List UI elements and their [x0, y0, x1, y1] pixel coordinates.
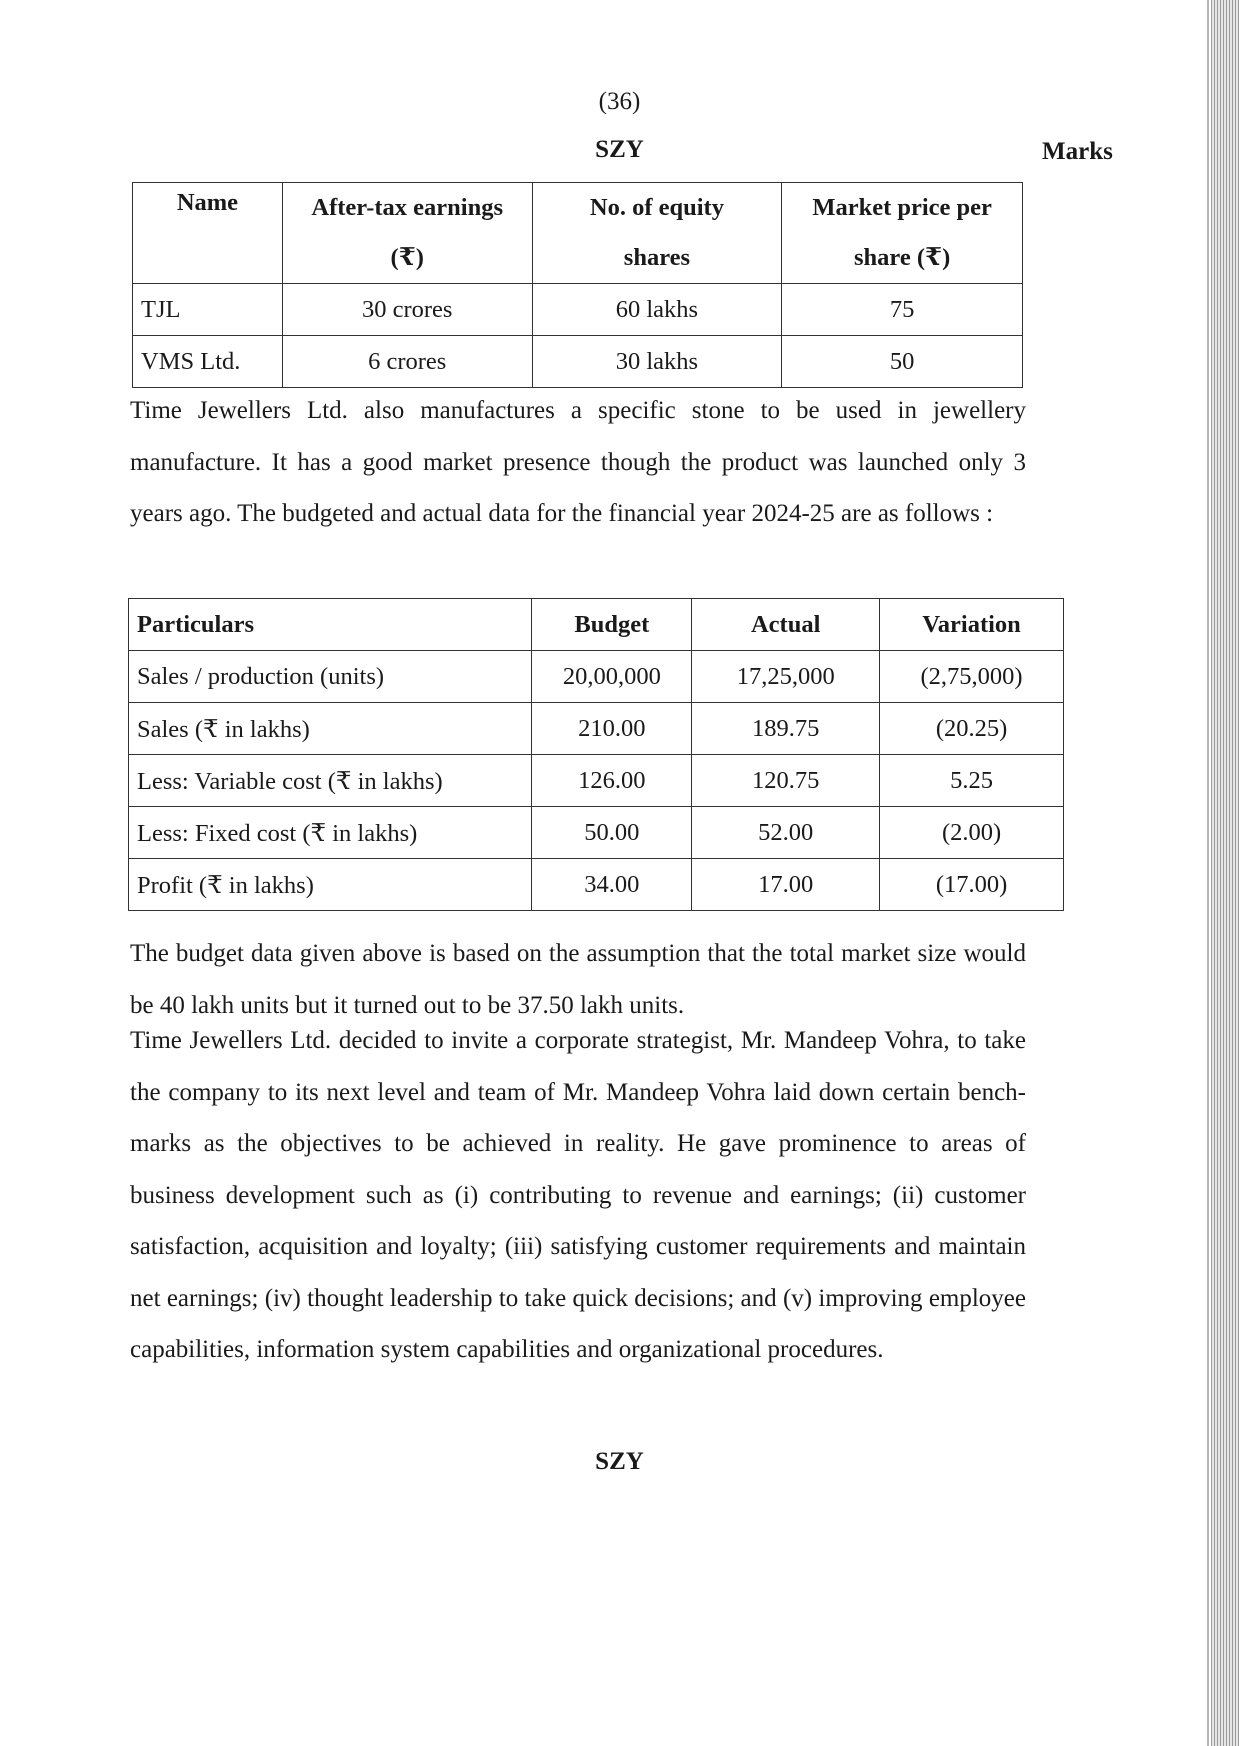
cell-budget: 20,00,000 [532, 651, 692, 703]
table-row [129, 755, 1064, 807]
header-budget: Budget [532, 599, 692, 651]
header-particulars: Particulars [129, 599, 532, 651]
cell-variation: (2,75,000) [880, 651, 1064, 703]
table-row [129, 651, 1064, 703]
cell-budget: 210.00 [532, 703, 692, 755]
cell-variation: (20.25) [880, 703, 1064, 755]
table-row [133, 284, 1023, 336]
cell-name: TJL [133, 284, 283, 336]
cell-price: 75 [782, 284, 1023, 336]
table-row [129, 703, 1064, 755]
cell-name: VMS Ltd. [133, 336, 283, 388]
marks-label: Marks [1042, 138, 1113, 165]
header-market-price: Market price per share (₹) [782, 183, 1023, 284]
paragraph-strategist: Time Jewellers Ltd. decided to invite a corporate strategist, Mr. Mandeep Vohra, to take the company to its next level and team of Mr. Mandeep Vohra laid down certain bench-marks as the objectives to be achieved in reality. He gave prominence to areas of business development such as (i) contributing to revenue and earnings; (ii) customer satisfaction, acquisition and loyalty; (iii) satisfying customer requirements and maintain net earnings; (iv) thought leadership to take quick decisions; and (v) improving employee capabilities, information system capabilities and organizational procedures. [130, 1027, 1026, 1363]
cell-price: 50 [782, 336, 1023, 388]
table-row [129, 807, 1064, 859]
cell-particular: Profit (₹ in lakhs) [129, 859, 532, 911]
binding-strip [1211, 0, 1239, 1746]
cell-actual: 189.75 [692, 703, 880, 755]
cell-shares: 30 lakhs [532, 336, 782, 388]
cell-earnings: 6 crores [282, 336, 532, 388]
cell-shares: 60 lakhs [532, 284, 782, 336]
header-actual: Actual [692, 599, 880, 651]
page-number: (36) [598, 88, 641, 115]
cell-actual: 17,25,000 [692, 651, 880, 703]
budget-variance-table [128, 598, 1064, 911]
cell-actual: 52.00 [692, 807, 880, 859]
cell-actual: 17.00 [692, 859, 880, 911]
cell-variation: (2.00) [880, 807, 1064, 859]
cell-particular: Sales / production (units) [129, 651, 532, 703]
header-name: Name [133, 183, 283, 284]
earnings-table [132, 182, 1023, 388]
header-equity-shares: No. of equity shares [532, 183, 782, 284]
cell-variation: (17.00) [880, 859, 1064, 911]
header-after-tax-earnings: After-tax earnings (₹) [282, 183, 532, 284]
cell-earnings: 30 crores [282, 284, 532, 336]
binding-line [1207, 0, 1209, 1746]
cell-particular: Less: Fixed cost (₹ in lakhs) [129, 807, 532, 859]
paper-code-top: SZY [595, 136, 644, 163]
table-row [133, 336, 1023, 388]
paragraph-market-size: The budget data given above is based on the assumption that the total market size would be 40 lakh units but it turned out to be 37.50 lakh units. [130, 940, 1026, 1019]
cell-budget: 34.00 [532, 859, 692, 911]
cell-particular: Sales (₹ in lakhs) [129, 703, 532, 755]
table-header-row [133, 183, 1023, 284]
cell-budget: 126.00 [532, 755, 692, 807]
cell-budget: 50.00 [532, 807, 692, 859]
paper-code-bottom: SZY [595, 1448, 644, 1475]
paragraph-stone-intro: Time Jewellers Ltd. also manufactures a specific stone to be used in jewellery manufacture. It has a good market presence though the product was launched only 3 years ago. The budgeted and actual data for the financial year 2024-25 are as follows : [130, 397, 1026, 527]
cell-particular: Less: Variable cost (₹ in lakhs) [129, 755, 532, 807]
cell-actual: 120.75 [692, 755, 880, 807]
table-row [129, 859, 1064, 911]
header-variation: Variation [880, 599, 1064, 651]
table-header-row [129, 599, 1064, 651]
cell-variation: 5.25 [880, 755, 1064, 807]
